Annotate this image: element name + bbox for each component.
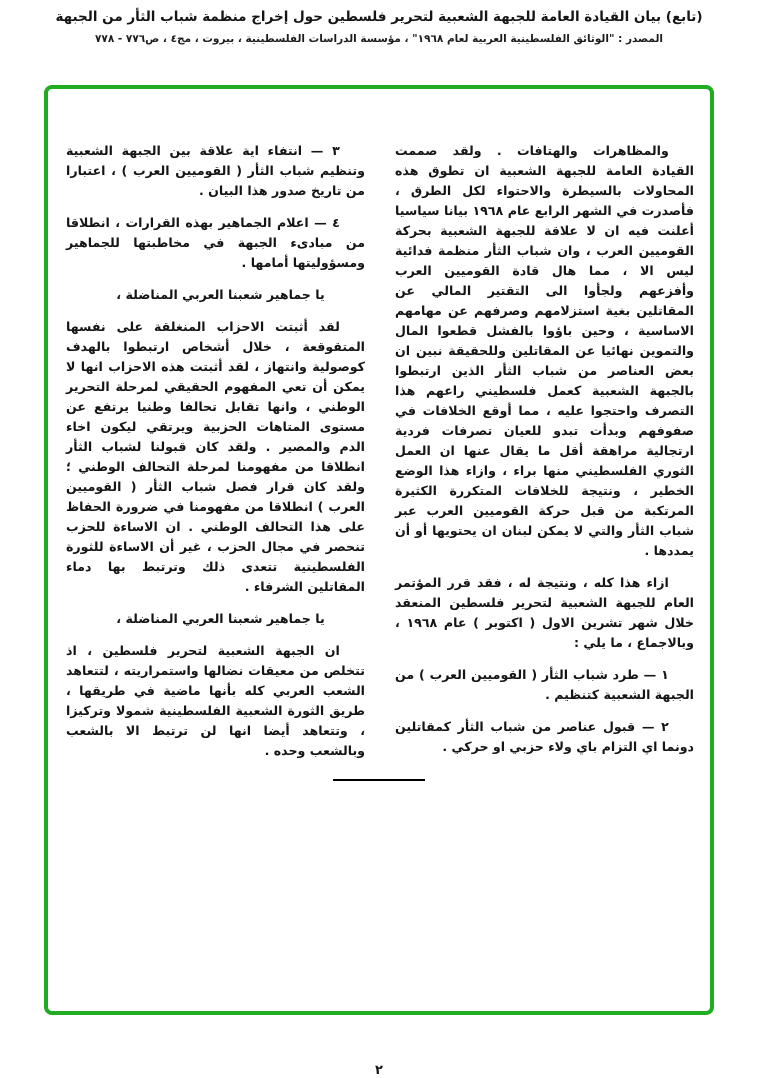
address-line: يا جماهير شعبنا العربي المناضلة ، [116, 611, 325, 627]
paragraph: ازاء هذا كله ، ونتيجة له ، فقد قرر المؤتمر العام للجبهة الشعبية لتحرير فلسطين المنعقد خلال شهر تشرين الاول ( اكتوبر ) عام ١٩٦٨ ، وبالاجماع ، ما يلي : [395, 575, 694, 651]
list-item-3: ٣ — انتفاء اية علاقة بين الجبهة الشعبية وتنظيم شباب الثأر ( القوميين العرب ) ، اعتبارا من تاريخ صدور هذا البيان . [66, 143, 365, 199]
section-divider [333, 779, 425, 781]
address-line: يا جماهير شعبنا العربي المناضلة ، [116, 287, 325, 303]
list-item-1: ١ — طرد شباب الثأر ( القوميين العرب ) من الجبهة الشعبية كتنظيم . [395, 667, 694, 703]
column-right [395, 141, 694, 769]
content-frame [44, 85, 714, 1015]
document-header [0, 0, 758, 45]
list-item-4: ٤ — اعلام الجماهير بهذه القرارات ، انطلاقا من مبادىء الجبهة في مخاطبتها للجماهير ومسؤوليتها أمامها . [66, 215, 365, 271]
paragraph: والمظاهرات والهتافات . ولقد صممت القيادة العامة للجبهة الشعبية ان تطوق هذه المحاولات بالسيطرة والاحتواء لكل الطرق ، فأصدرت في الشهر الرابع عام ١٩٦٨ بيانا سياسيا أعلنت فيه ان لا علاقة للجبهة الشعبية بحركة القوميين العرب ، وان شباب الثأر منظمة فدائية ليس الا ، مما هال قادة القوميين العرب وأفزعهم ولجأوا الى التقتير المالي عن المقاتلين بغية استزلامهم وصرفهم عن مهامهم الاساسية ، وحين باؤوا بالفشل قطعوا المال والتموين نهائيا عن المقاتلين وللحقيقة نبين ان بعض العناصر من شباب الثأر الذين ارتبطوا بالجبهة الشعبية كعمل فلسطيني راعهم هذا التصرف واحتجوا عليه ، مما أوقع الخلافات في صفوفهم وبدأت تبدو للعيان تصرفات فردية ارتجالية مراهقة أقل ما يقال عنها ان العمل الثوري الفلسطيني منها براء ، وازاء هذا الوضع الخطير ، ونتيجة للخلافات المتكررة الكثيرة المرتكبة من قبل حركة القوميين العرب عبر شباب الثأر والتي لا يمكن لبنان ان يحتويها أو أن يمددها . [395, 143, 694, 559]
paragraph: ان الجبهة الشعبية لتحرير فلسطين ، اذ تتخلص من معيقات نضالها واستمراريته ، لتتعاهد الشعب العربي كله بأنها ماضية في طريقها ، طريق الثورة الشعبية الفلسطينية شمولا وتركيزا ، وتتعاهد أيضا انها لن ترتبط الا بالشعب وبالشعب وحده . [66, 643, 365, 759]
list-item-2: ٢ — قبول عناصر من شباب الثأر كمقاتلين دونما اي التزام باي ولاء حزبي او حركي . [395, 719, 694, 755]
document-title: (تابع) بيان القيادة العامة للجبهة الشعبية لتحرير فلسطين حول إخراج منظمة شباب الثأر من الجبهة [55, 9, 703, 25]
column-left [66, 141, 365, 773]
paragraph: لقد أثبتت الاحزاب المنغلقة على نفسها المتقوقعة ، خلال أشخاص ارتبطوا بالهدف كوصولية وانتهاز ، لقد أثبتت هذه الاحزاب انها لا يمكن أن تعي المفهوم الحقيقي لمرحلة التحرير الوطني ، وانها تقابل تحالفا وطنيا يرتفع عن مستوى المتاهات الحزبية ويرتقي ليكون اخاء الدم والمصير . ولقد كان قبولنا لشباب الثأر انطلاقا من مفهومنا لمرحلة التحالف الوطني ؛ ولقد كان قرار فصل شباب الثأر ( القوميين العرب ) انطلاقا من مفهومنا في ضرورة الحفاظ على هذا التحالف الوطني . ان الاساءة للحزب تنحصر في مجال الحزب ، غير أن الاساءة للثورة الفلسطينية تتعدى ذلك وترتبط بها دماء المقاتلين الشرفاء . [66, 319, 365, 595]
source-line: المصدر : "الوثائق الفلسطينية العربية لعام ١٩٦٨" ، مؤسسة الدراسات الفلسطينية ، بيروت ، مج٤ ، ص٧٧٦ - ٧٧٨ [95, 33, 663, 46]
page-number: ٢ [375, 1063, 383, 1078]
text-columns [48, 89, 710, 773]
